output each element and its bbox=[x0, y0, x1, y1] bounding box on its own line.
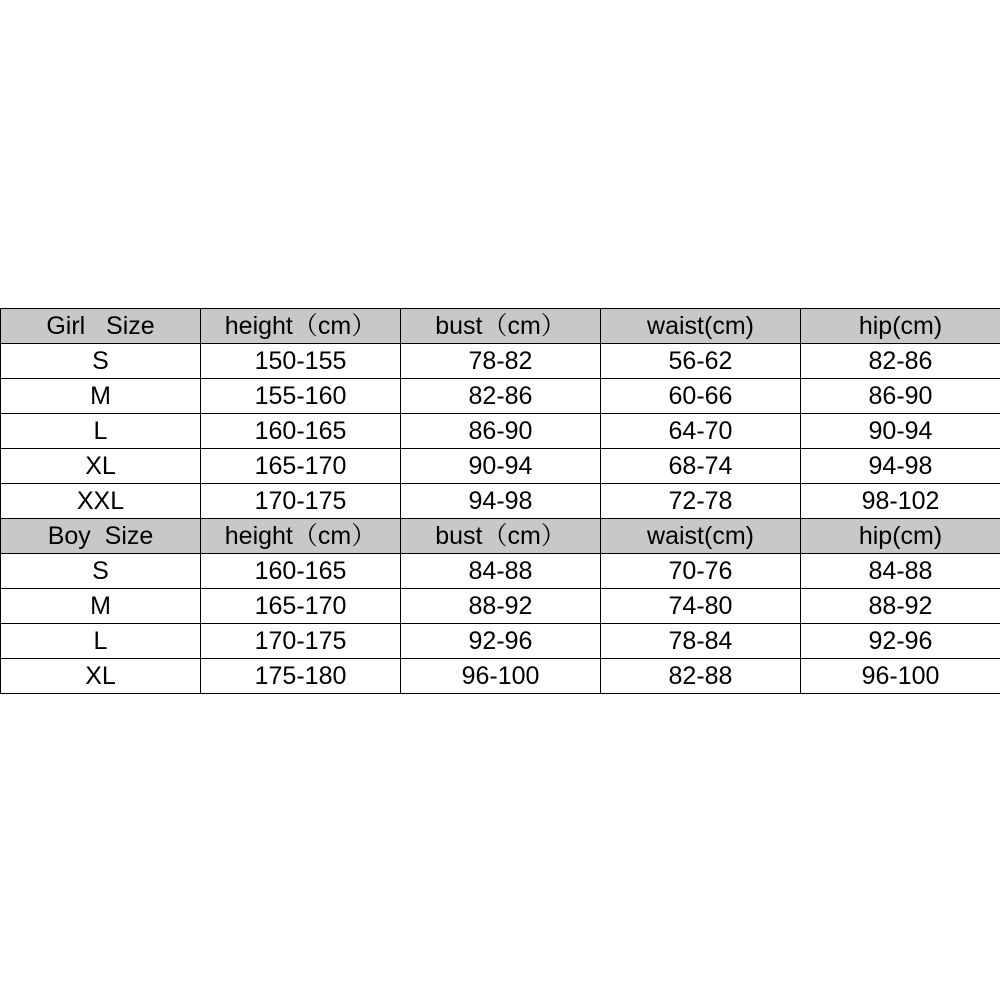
table-row bbox=[1, 484, 1000, 519]
boy-bust-header: bust（cm） bbox=[401, 519, 601, 554]
bust-cell: 78-82 bbox=[401, 344, 601, 379]
waist-cell: 78-84 bbox=[601, 624, 801, 659]
table-row bbox=[1, 344, 1000, 379]
size-cell: XL bbox=[1, 659, 201, 694]
bust-cell: 88-92 bbox=[401, 589, 601, 624]
size-cell: M bbox=[1, 379, 201, 414]
waist-cell: 68-74 bbox=[601, 449, 801, 484]
boy-size-header: Boy Size bbox=[1, 519, 201, 554]
waist-cell: 74-80 bbox=[601, 589, 801, 624]
height-cell: 150-155 bbox=[201, 344, 401, 379]
girl-header-row bbox=[1, 309, 1000, 344]
table-row bbox=[1, 449, 1000, 484]
table-row bbox=[1, 589, 1000, 624]
waist-cell: 60-66 bbox=[601, 379, 801, 414]
table-row bbox=[1, 414, 1000, 449]
hip-cell: 84-88 bbox=[801, 554, 1000, 589]
waist-cell: 56-62 bbox=[601, 344, 801, 379]
size-cell: XXL bbox=[1, 484, 201, 519]
hip-cell: 92-96 bbox=[801, 624, 1000, 659]
bust-cell: 84-88 bbox=[401, 554, 601, 589]
waist-cell: 70-76 bbox=[601, 554, 801, 589]
waist-cell: 72-78 bbox=[601, 484, 801, 519]
hip-cell: 98-102 bbox=[801, 484, 1000, 519]
size-chart-table bbox=[0, 308, 1000, 694]
table-row bbox=[1, 554, 1000, 589]
height-cell: 165-170 bbox=[201, 449, 401, 484]
boy-waist-header: waist(cm) bbox=[601, 519, 801, 554]
height-cell: 160-165 bbox=[201, 554, 401, 589]
hip-cell: 94-98 bbox=[801, 449, 1000, 484]
hip-cell: 86-90 bbox=[801, 379, 1000, 414]
size-cell: M bbox=[1, 589, 201, 624]
waist-cell: 82-88 bbox=[601, 659, 801, 694]
height-cell: 160-165 bbox=[201, 414, 401, 449]
height-cell: 165-170 bbox=[201, 589, 401, 624]
height-cell: 170-175 bbox=[201, 624, 401, 659]
bust-cell: 90-94 bbox=[401, 449, 601, 484]
table-row bbox=[1, 659, 1000, 694]
girl-height-header: height（cm） bbox=[201, 309, 401, 344]
girl-waist-header: waist(cm) bbox=[601, 309, 801, 344]
height-cell: 175-180 bbox=[201, 659, 401, 694]
height-cell: 155-160 bbox=[201, 379, 401, 414]
boy-hip-header: hip(cm) bbox=[801, 519, 1000, 554]
boy-header-row bbox=[1, 519, 1000, 554]
hip-cell: 90-94 bbox=[801, 414, 1000, 449]
bust-cell: 94-98 bbox=[401, 484, 601, 519]
size-cell: S bbox=[1, 344, 201, 379]
size-cell: S bbox=[1, 554, 201, 589]
bust-cell: 86-90 bbox=[401, 414, 601, 449]
size-cell: L bbox=[1, 414, 201, 449]
girl-bust-header: bust（cm） bbox=[401, 309, 601, 344]
hip-cell: 96-100 bbox=[801, 659, 1000, 694]
bust-cell: 92-96 bbox=[401, 624, 601, 659]
table-row bbox=[1, 379, 1000, 414]
bust-cell: 96-100 bbox=[401, 659, 601, 694]
hip-cell: 88-92 bbox=[801, 589, 1000, 624]
waist-cell: 64-70 bbox=[601, 414, 801, 449]
size-cell: L bbox=[1, 624, 201, 659]
hip-cell: 82-86 bbox=[801, 344, 1000, 379]
height-cell: 170-175 bbox=[201, 484, 401, 519]
bust-cell: 82-86 bbox=[401, 379, 601, 414]
girl-size-header: Girl Size bbox=[1, 309, 201, 344]
girl-hip-header: hip(cm) bbox=[801, 309, 1000, 344]
table-row bbox=[1, 624, 1000, 659]
boy-height-header: height（cm） bbox=[201, 519, 401, 554]
size-cell: XL bbox=[1, 449, 201, 484]
